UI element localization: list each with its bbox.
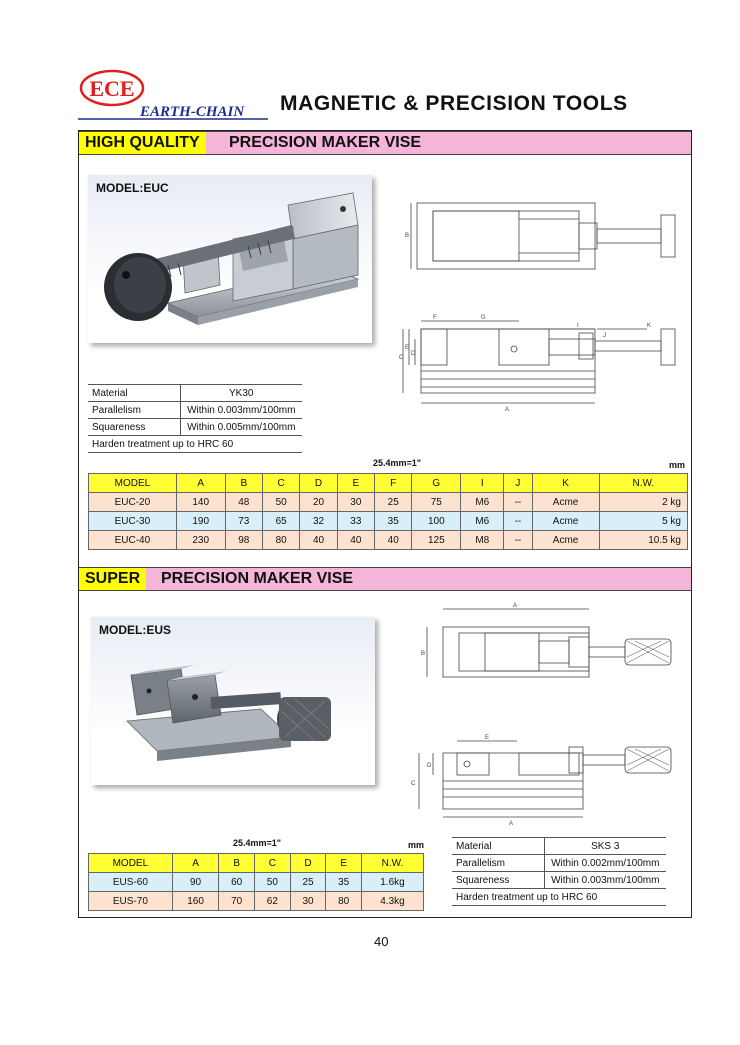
cell: 98 [225, 531, 262, 550]
cell: M8 [461, 531, 504, 550]
euc-dim-i: I [577, 323, 579, 329]
euc-dim-a: A [505, 407, 510, 413]
cell: 62 [255, 892, 291, 911]
euc-dim-e: E [405, 345, 410, 351]
content-frame [78, 130, 692, 918]
logo-letters: ECE [89, 76, 135, 101]
eus-spec-row [452, 872, 666, 889]
cell: 65 [262, 512, 299, 531]
eus-section-name: PRECISION MAKER VISE [161, 570, 354, 587]
cell: 25 [290, 873, 326, 892]
eus-dim-e: E [485, 735, 490, 741]
eus-model-label: MODEL:EUS [99, 623, 171, 637]
euc-dim-d: D [411, 351, 416, 357]
cell: -- [504, 493, 532, 512]
cell: 30 [337, 493, 374, 512]
euc-dimension-table [88, 473, 688, 550]
eus-dimension-table [88, 853, 424, 911]
cell: 25 [375, 493, 412, 512]
cell: 75 [412, 493, 461, 512]
logo-brand: EARTH-CHAIN [140, 104, 245, 120]
cell: 140 [176, 493, 225, 512]
page-number: 40 [374, 934, 389, 949]
col-header: C [255, 854, 291, 873]
cell: 125 [412, 531, 461, 550]
cell: EUS-70 [89, 892, 173, 911]
col-header: K [532, 474, 599, 493]
cell: 90 [172, 873, 219, 892]
eus-spec-label: Squareness [452, 872, 544, 889]
cell: 70 [219, 892, 255, 911]
eus-header-row [89, 854, 424, 873]
col-header: A [176, 474, 225, 493]
cell: 40 [375, 531, 412, 550]
cell: 73 [225, 512, 262, 531]
eus-product-photo [91, 617, 375, 785]
cell: 40 [300, 531, 337, 550]
eus-dim-a: A [509, 821, 514, 826]
euc-product-photo [88, 175, 372, 343]
eus-spec-table [452, 837, 666, 906]
cell: -- [504, 512, 532, 531]
euc-section-tag: HIGH QUALITY [79, 132, 206, 154]
cell: M6 [461, 493, 504, 512]
cell: 20 [300, 493, 337, 512]
eus-spec-row [452, 855, 666, 872]
euc-spec-label: Squareness [88, 419, 180, 436]
eus-spec-value: Within 0.002mm/100mm [544, 855, 666, 872]
euc-dim-f: F [433, 315, 437, 321]
cell: 2 kg [599, 493, 687, 512]
col-header: I [461, 474, 504, 493]
cell: 50 [262, 493, 299, 512]
euc-dim-g: G [481, 315, 486, 321]
euc-spec-row [88, 436, 302, 453]
euc-spec-table [88, 384, 302, 453]
euc-dim-c: C [399, 355, 404, 361]
eus-dim-a-top: A [513, 603, 518, 609]
eus-conversion: 25.4mm=1" [233, 838, 282, 848]
col-header: B [219, 854, 255, 873]
euc-spec-row [88, 419, 302, 436]
cell: EUS-60 [89, 873, 173, 892]
euc-vise-image [88, 175, 372, 343]
eus-dim-c: C [411, 781, 416, 787]
table-row [89, 531, 688, 550]
euc-dim-k: K [647, 323, 652, 329]
col-header: B [225, 474, 262, 493]
cell: Acme [532, 493, 599, 512]
eus-spec-row [452, 838, 666, 855]
col-header: C [262, 474, 299, 493]
cell: Acme [532, 531, 599, 550]
cell: 1.6kg [361, 873, 423, 892]
col-header: N.W. [361, 854, 423, 873]
euc-technical-drawing [399, 189, 684, 419]
col-header: D [290, 854, 326, 873]
eus-unit: mm [408, 840, 425, 850]
euc-spec-row [88, 402, 302, 419]
euc-spec-value: YK30 [180, 385, 302, 402]
cell: 48 [225, 493, 262, 512]
cell: 100 [412, 512, 461, 531]
cell: 40 [337, 531, 374, 550]
euc-hardening: Harden treatment up to HRC 60 [88, 436, 302, 453]
cell: 5 kg [599, 512, 687, 531]
cell: 4.3kg [361, 892, 423, 911]
euc-conversion: 25.4mm=1" [373, 458, 422, 468]
euc-dim-j: J [603, 333, 606, 339]
cell: 33 [337, 512, 374, 531]
eus-section-header [79, 567, 691, 591]
table-row [89, 512, 688, 531]
euc-unit: mm [669, 460, 686, 470]
cell: 60 [219, 873, 255, 892]
cell: 35 [326, 873, 362, 892]
cell: 80 [326, 892, 362, 911]
table-row [89, 493, 688, 512]
cell: 50 [255, 873, 291, 892]
cell: EUC-20 [89, 493, 177, 512]
euc-spec-row [88, 385, 302, 402]
eus-section-tag: SUPER [79, 568, 146, 590]
cell: 10.5 kg [599, 531, 687, 550]
cell: 80 [262, 531, 299, 550]
cell: M6 [461, 512, 504, 531]
col-header: G [412, 474, 461, 493]
cell: 190 [176, 512, 225, 531]
col-header: MODEL [89, 854, 173, 873]
cell: 230 [176, 531, 225, 550]
page-title: MAGNETIC & PRECISION TOOLS [280, 92, 628, 115]
table-row [89, 892, 424, 911]
logo-graphic [78, 68, 268, 120]
euc-spec-label: Parallelism [88, 402, 180, 419]
eus-vise-image [91, 617, 375, 785]
eus-technical-drawing [409, 601, 689, 826]
cell: 160 [172, 892, 219, 911]
col-header: J [504, 474, 532, 493]
cell: 30 [290, 892, 326, 911]
eus-hardening: Harden treatment up to HRC 60 [452, 889, 666, 906]
euc-section-name: PRECISION MAKER VISE [229, 134, 422, 151]
eus-spec-label: Material [452, 838, 544, 855]
col-header: D [300, 474, 337, 493]
euc-header-row [89, 474, 688, 493]
euc-section-header [79, 131, 691, 155]
cell: Acme [532, 512, 599, 531]
eus-dim-d: D [427, 763, 432, 769]
col-header: A [172, 854, 219, 873]
eus-spec-value: SKS 3 [544, 838, 666, 855]
cell: -- [504, 531, 532, 550]
euc-model-label: MODEL:EUC [96, 181, 169, 195]
euc-spec-label: Material [88, 385, 180, 402]
earth-chain-logo [78, 68, 268, 120]
col-header: MODEL [89, 474, 177, 493]
eus-spec-label: Parallelism [452, 855, 544, 872]
euc-dim-b: B [405, 233, 410, 239]
cell: 32 [300, 512, 337, 531]
cell: EUC-40 [89, 531, 177, 550]
eus-spec-value: Within 0.003mm/100mm [544, 872, 666, 889]
table-row [89, 873, 424, 892]
col-header: E [337, 474, 374, 493]
euc-spec-value: Within 0.005mm/100mm [180, 419, 302, 436]
cell: 35 [375, 512, 412, 531]
cell: EUC-30 [89, 512, 177, 531]
col-header: N.W. [599, 474, 687, 493]
eus-dim-b: B [421, 651, 426, 657]
col-header: F [375, 474, 412, 493]
eus-spec-row [452, 889, 666, 906]
col-header: E [326, 854, 362, 873]
euc-spec-value: Within 0.003mm/100mm [180, 402, 302, 419]
